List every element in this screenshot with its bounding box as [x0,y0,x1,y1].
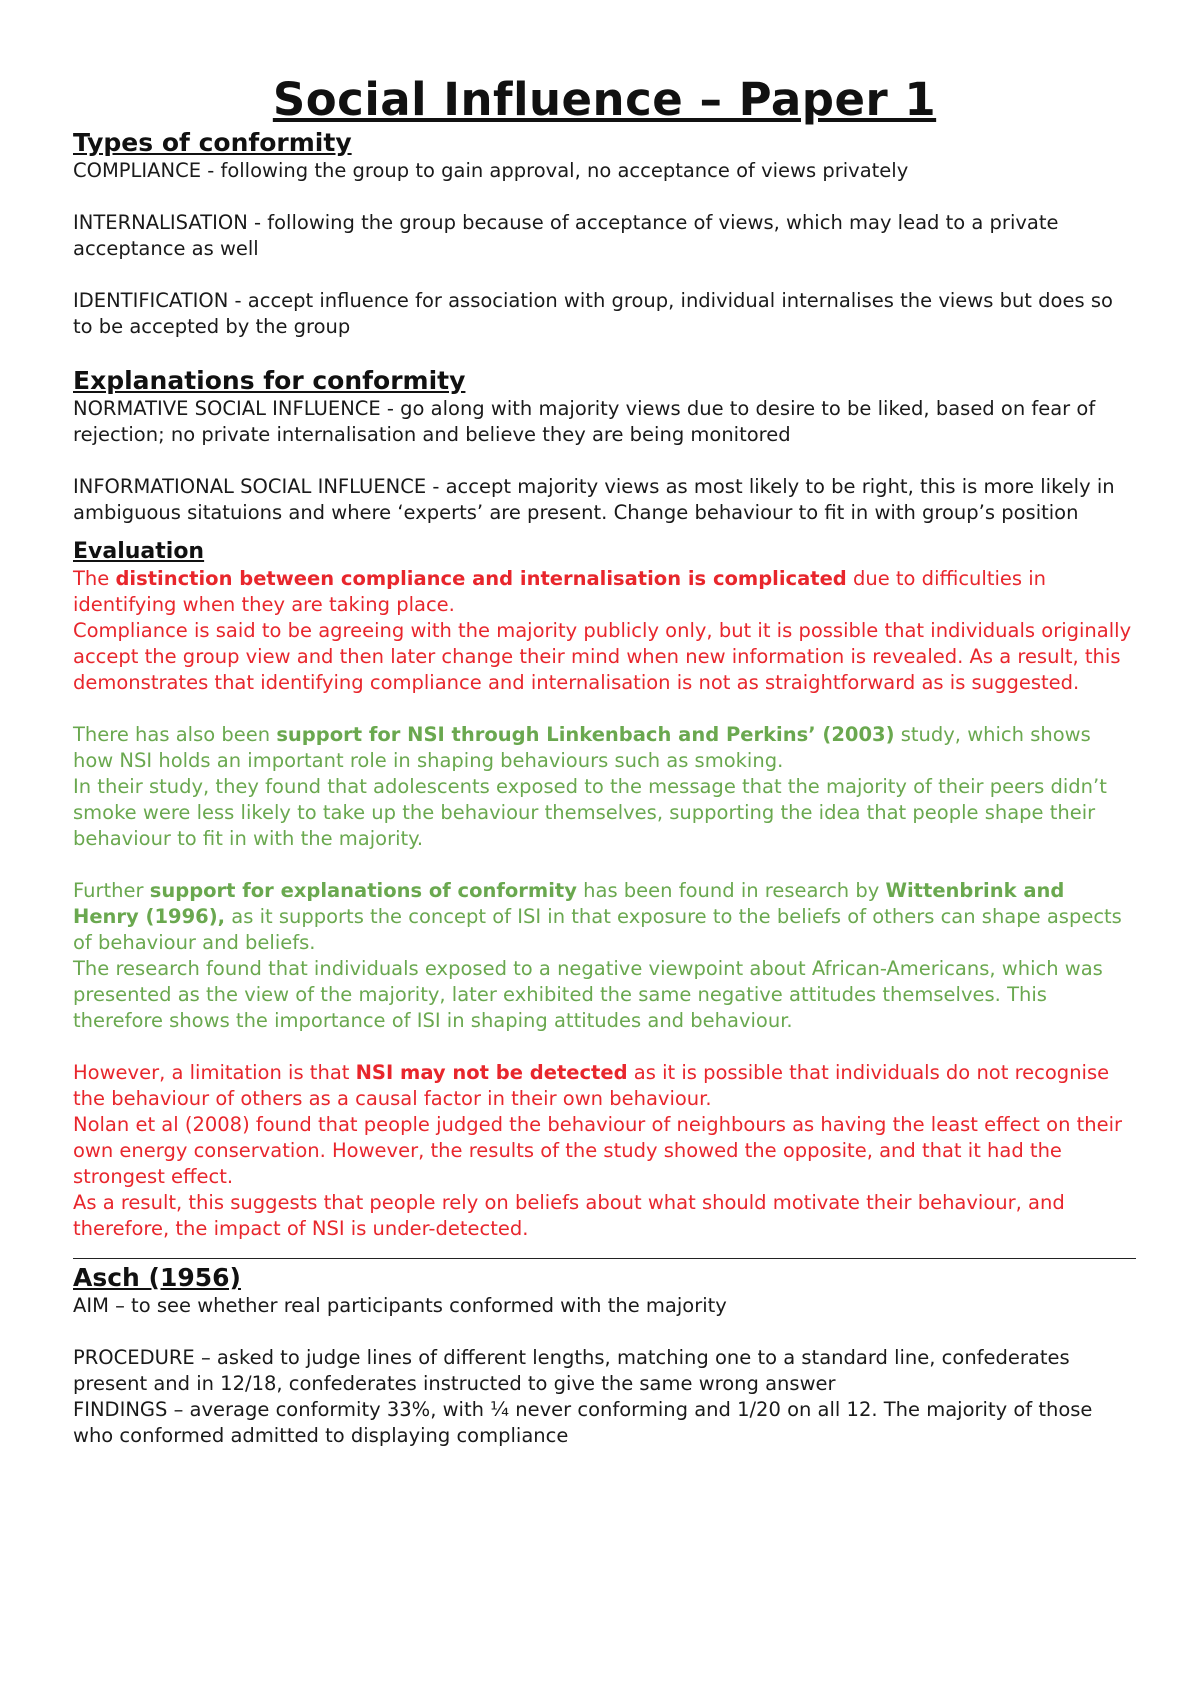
identification-definition: IDENTIFICATION - accept influence for association with group, individual internalises the views but does so to be accepted by the group [73,289,1113,338]
evaluation-point-3: Further support for explanations of conformity has been found in research by Wittenbrink and Henry (1996), as it supports the concept of ISI in that exposure to the beliefs of others can shape aspects of behaviour and beliefs. The research found that individuals exposed to a negative viewpoint about African-Americans, which was presented as the view of the majority, later exhibited the same negative attitudes themselves. This therefore shows the importance of ISI in shaping attitudes and behaviour. [73,879,1122,1032]
isi-definition: INFORMATIONAL SOCIAL INFLUENCE - accept majority views as most likely to be right, this is more likely in ambiguous sitatuions and where ‘experts’ are present. Change behaviour to fit in with group’s position [73,475,1115,524]
evaluation-point-1: The distinction between compliance and internalisation is complicated due to difficulties in identifying when they are taking place. Compliance is said to be agreeing with the majority publicly only, but it is possible that individuals originally accept the group view and then later change their mind when new information is revealed. As a result, this demonstrates that identifying compliance and internalisation is not as straightforward as is suggested. [73,567,1132,694]
asch-aim: AIM – to see whether real participants conformed with the majority [73,1294,727,1317]
explanations-heading: Explanations for conformity [73,366,466,395]
types-heading: Types of conformity [73,128,352,157]
nsi-definition: NORMATIVE SOCIAL INFLUENCE - go along with majority views due to desire to be liked, based on fear of rejection; no private internalisation and believe they are being monitored [73,397,1096,446]
asch-findings: FINDINGS – average conformity 33%, with ¼ never conforming and 1/20 on all 12. The majority of those who conformed admitted to displaying compliance [73,1398,1093,1447]
asch-procedure: PROCEDURE – asked to judge lines of different lengths, matching one to a standard line, confederates present and in 12/18, confederates instructed to give the same wrong answer [73,1346,1070,1395]
asch-heading: Asch (1956) [73,1263,241,1292]
evaluation-point-4: However, a limitation is that NSI may not be detected as it is possible that individuals do not recognise the behaviour of others as a causal factor in their own behaviour. Nolan et al (2008) found that people judged the behaviour of neighbours as having the least effect on their own energy conservation. However, the results of the study showed the opposite, and that it had the strongest effect. As a result, this suggests that people rely on beliefs about what should motivate their behaviour, and therefore, the impact of NSI is under-detected. [73,1061,1123,1240]
evaluation-point-2: There has also been support for NSI through Linkenbach and Perkins’ (2003) study, which shows how NSI holds an important role in shaping behaviours such as smoking. In their study, they found that adolescents exposed to the message that the majority of their peers didn’t smoke were less likely to take up the behaviour themselves, supporting the idea that people shape their behaviour to fit in with the majority. [73,723,1107,850]
evaluation-heading: Evaluation [73,539,205,564]
compliance-definition: COMPLIANCE - following the group to gain approval, no acceptance of views privately [73,159,909,182]
section-divider [73,1258,1136,1259]
internalisation-definition: INTERNALISATION - following the group because of acceptance of views, which may lead to a private acceptance as well [73,211,1059,260]
page-title: Social Influence – Paper 1 [272,73,937,126]
document-content [73,72,1136,1449]
